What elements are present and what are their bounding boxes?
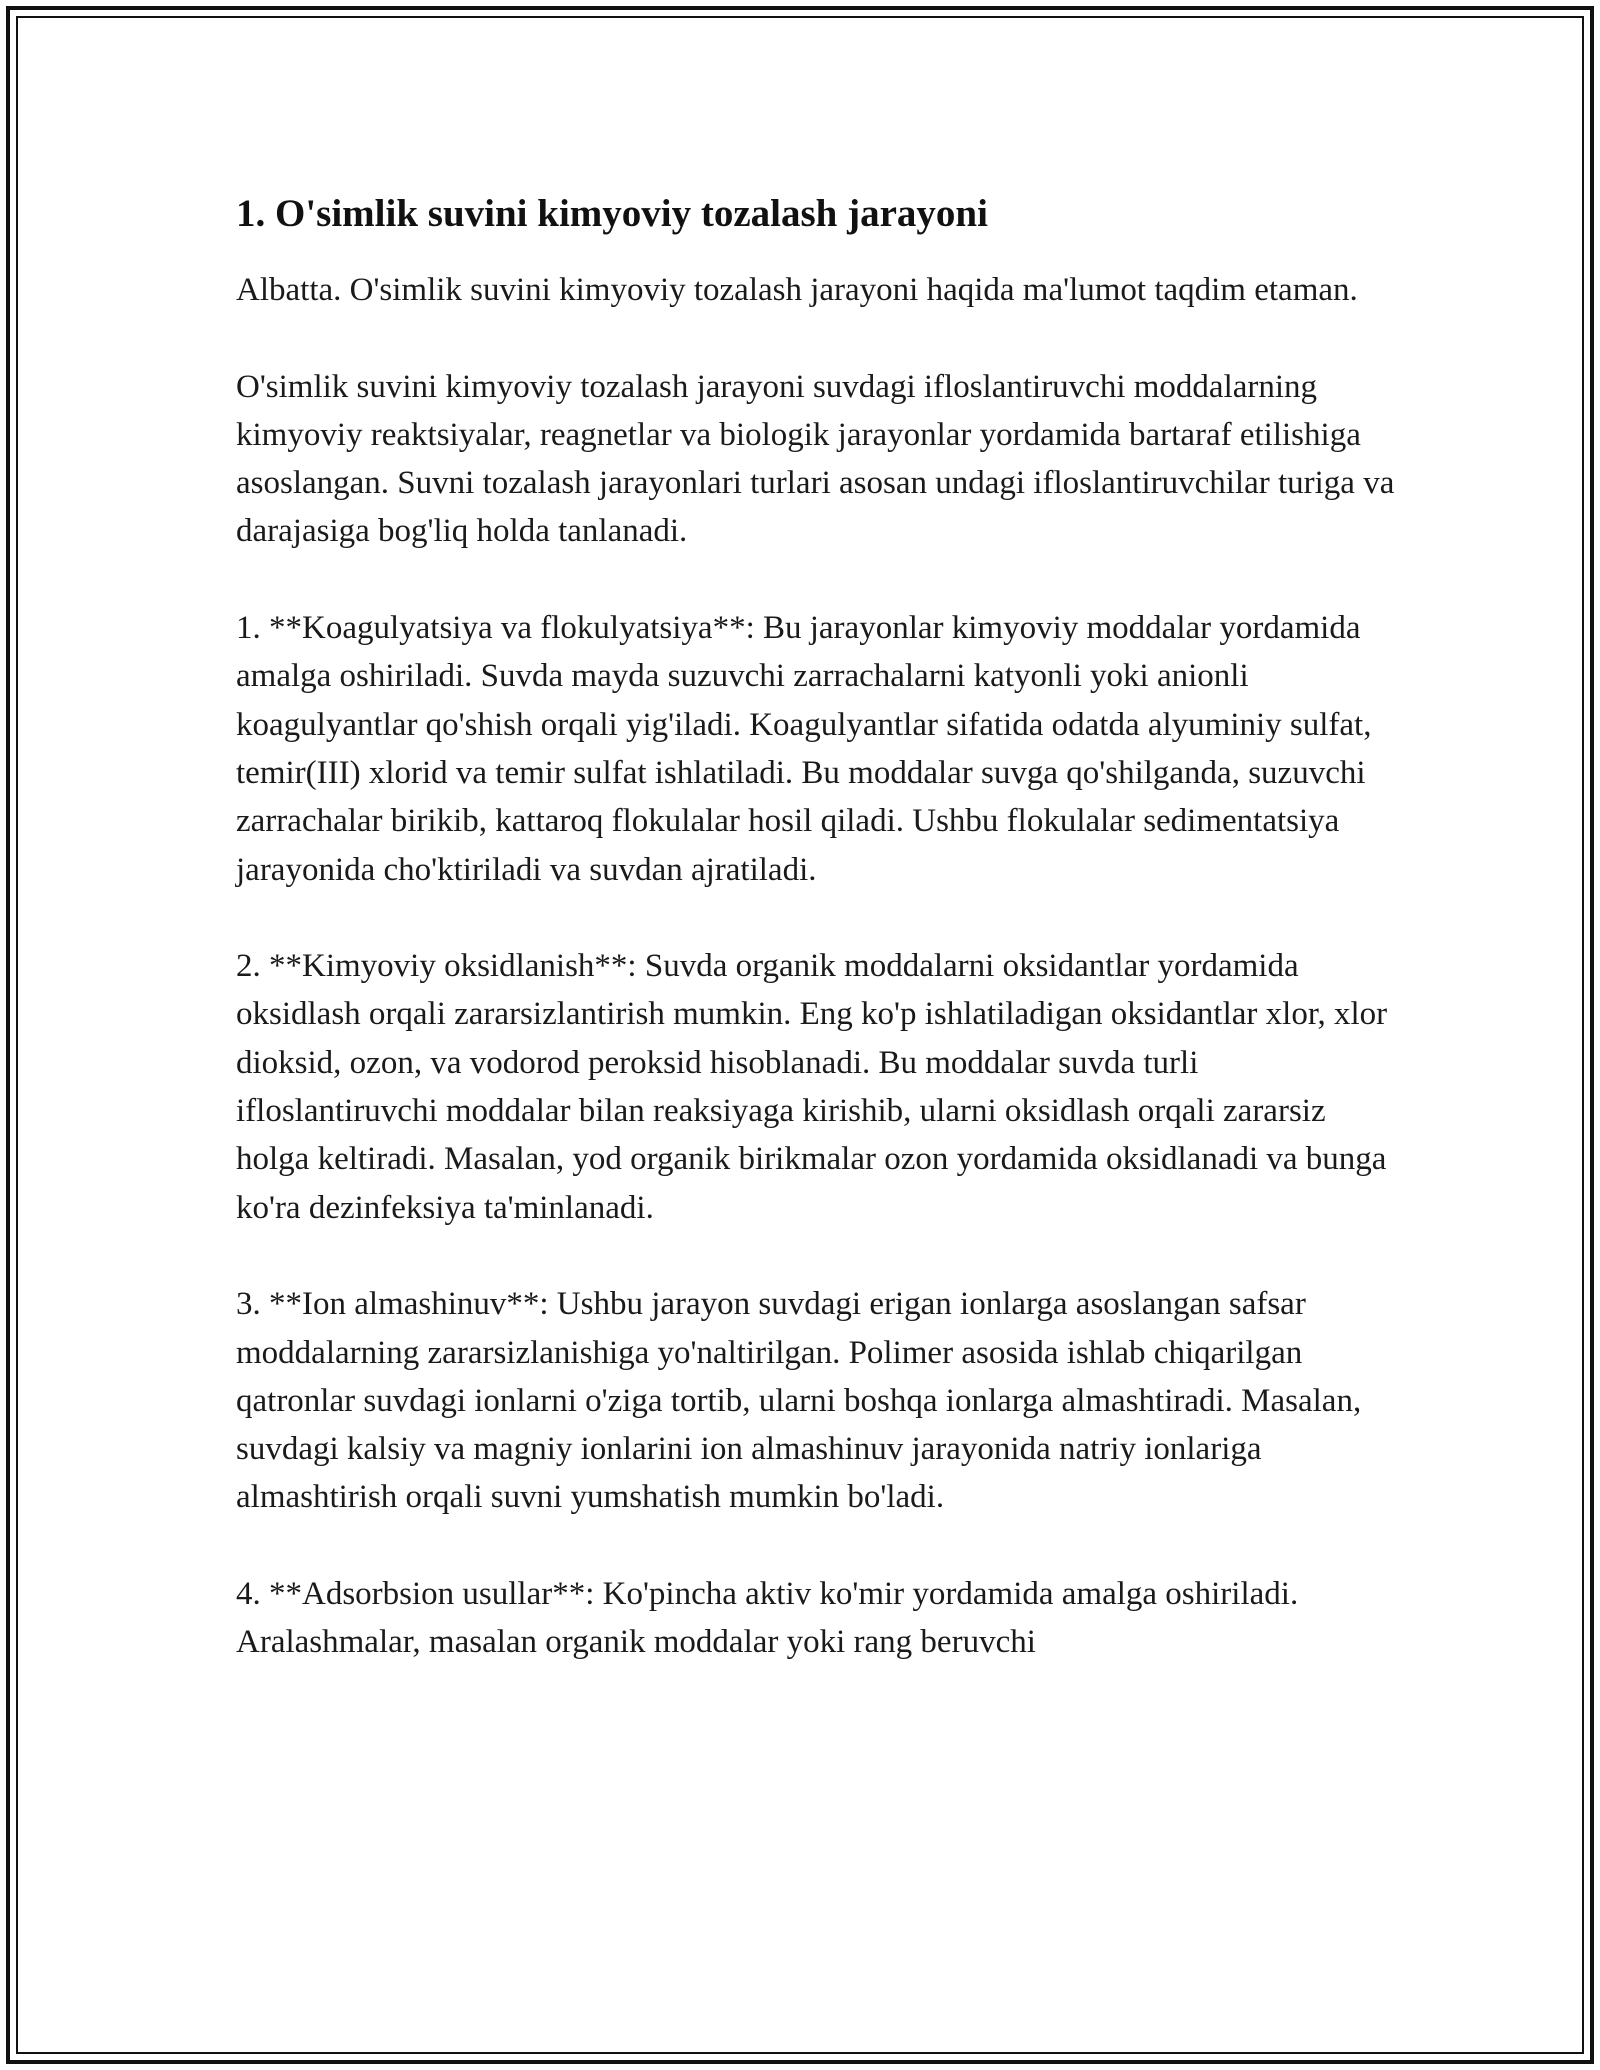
document-title: 1. O'simlik suvini kimyoviy tozalash jarayoni (236, 192, 988, 235)
paragraph-adsorbsion: 4. **Adsorbsion usullar**: Ko'pincha aktiv ko'mir yordamida amalga oshiriladi. Aralashmalar, masalan organik moddalar yoki rang beruvchi (236, 1576, 1299, 1661)
paragraph-overview: O'simlik suvini kimyoviy tozalash jarayoni suvdagi ifloslantiruvchi moddalarning kimyoviy reaktsiyalar, reagnetlar va biologik jarayonlar yordamida bartaraf etilishiga asoslangan. Suvni tozalash jarayonlari turlari asosan undagi ifloslantiruvchilar turiga va darajasiga bog'liq holda tanlanadi. (236, 368, 1395, 550)
paragraph-intro: Albatta. O'simlik suvini kimyoviy tozalash jarayoni haqida ma'lumot taqdim etaman. (236, 272, 1358, 308)
document-body (236, 190, 1406, 1715)
paragraph-oksidlanish: 2. **Kimyoviy oksidlanish**: Suvda organik moddalarni oksidantlar yordamida oksidlash orqali zararsizlantirish mumkin. Eng ko'p ishlatiladigan oksidantlar xlor, xlor dioksid, ozon, va vodorod peroksid hisoblanadi. Bu moddalar suvda turli ifloslantiruvchi moddalar bilan reaksiyaga kirishib, ularni oksidlash orqali zararsiz holga keltiradi. Masalan, yod organik birikmalar ozon yordamida oksidlanadi va bunga ko'ra dezinfeksiya ta'minlanadi. (236, 948, 1388, 1226)
paragraph-koagulyatsiya: 1. **Koagulyatsiya va flokulyatsiya**: Bu jarayonlar kimyoviy moddalar yordamida amalga oshiriladi. Suvda mayda suzuvchi zarrachalarni katyonli yoki anionli koagulyantlar qo'shish orqali yig'iladi. Koagulyantlar sifatida odatda alyuminiy sulfat, temir(III) xlorid va temir sulfat ishlatiladi. Bu moddalar suvga qo'shilganda, suzuvchi zarrachalar birikib, kattaroq flokulalar hosil qiladi. Ushbu flokulalar sedimentatsiya jarayonida cho'ktiriladi va suvdan ajratiladi. (236, 610, 1372, 888)
paragraph-ion-almashinuv: 3. **Ion almashinuv**: Ushbu jarayon suvdagi erigan ionlarga asoslangan safsar moddalarning zararsizlanishiga yo'naltirilgan. Polimer asosida ishlab chiqarilgan qatronlar suvdagi ionlarni o'ziga tortib, ularni boshqa ionlarga almashtiradi. Masalan, suvdagi kalsiy va magniy ionlarini ion almashinuv jarayonida natriy ionlariga almashtirish orqali suvni yumshatish mumkin bo'ladi. (236, 1286, 1362, 1516)
